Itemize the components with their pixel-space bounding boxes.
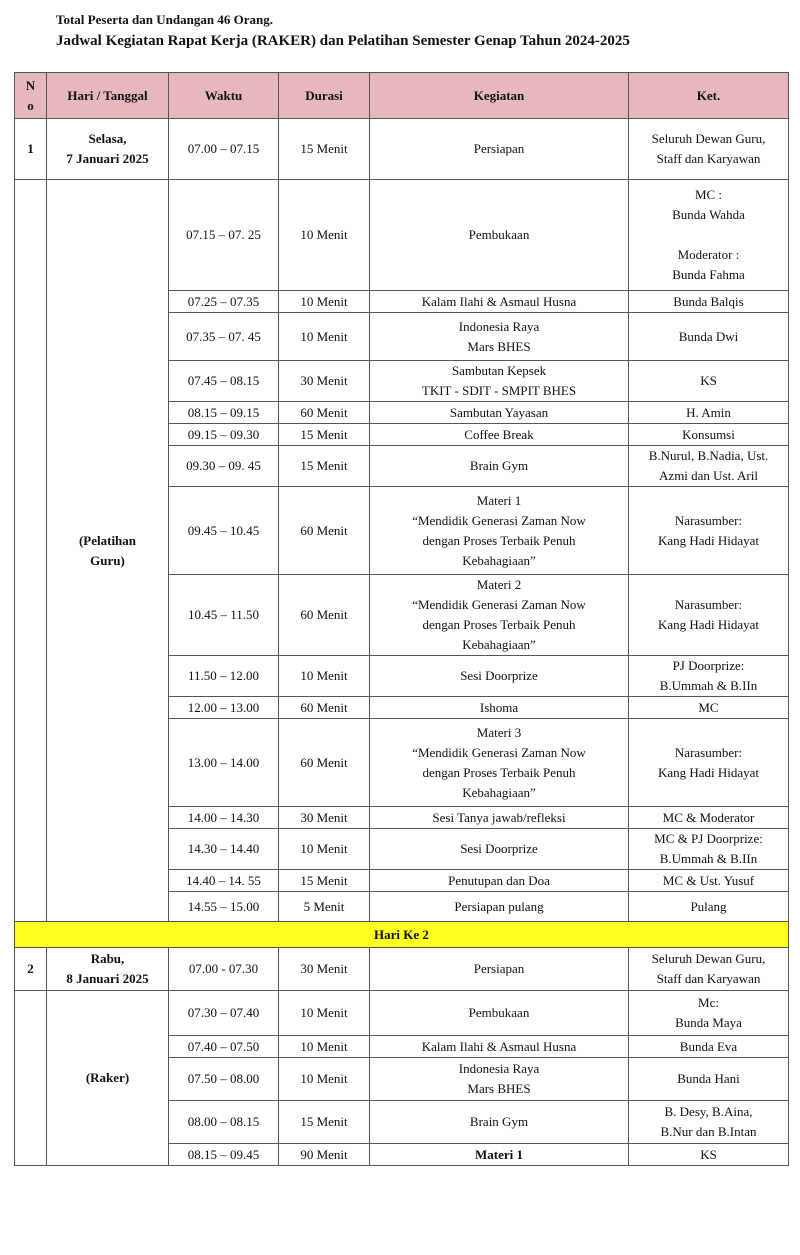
durasi-cell: 10 Menit [279,991,370,1036]
kegiatan-cell: Materi 2 “Mendidik Generasi Zaman Now dengan Proses Terbaik Penuh Kebahagiaan” [370,575,629,656]
col-kegiatan: Kegiatan [370,73,629,119]
waktu-cell: 07.45 – 08.15 [169,361,279,402]
table-header-row [15,73,789,119]
durasi-cell: 10 Menit [279,180,370,291]
day1-date: 7 Januari 2025 [66,151,149,166]
waktu-cell: 07.35 – 07. 45 [169,313,279,361]
kegiatan-cell: Kalam Ilahi & Asmaul Husna [370,291,629,313]
waktu-cell: 08.00 – 08.15 [169,1101,279,1144]
ket-cell: B. Desy, B.Aina, B.Nur dan B.Intan [629,1101,789,1144]
waktu-cell: 07.25 – 07.35 [169,291,279,313]
day2-note: (Raker) [47,991,169,1166]
day1-date-cell [47,119,169,180]
kegiatan-cell: Pembukaan [370,180,629,291]
kegiatan-cell: Materi 3 “Mendidik Generasi Zaman Now dengan Proses Terbaik Penuh Kebahagiaan” [370,719,629,807]
ket-cell: Konsumsi [629,424,789,446]
ket-cell: MC & Moderator [629,807,789,829]
kegiatan-cell: Brain Gym [370,1101,629,1144]
durasi-cell: 15 Menit [279,1101,370,1144]
kegiatan-cell: Indonesia Raya Mars BHES [370,313,629,361]
day2-number-continued [15,991,47,1166]
day2-date: 8 Januari 2025 [66,971,149,986]
durasi-cell: 10 Menit [279,1058,370,1101]
waktu-cell: 07.50 – 08.00 [169,1058,279,1101]
table-row [15,991,789,1036]
col-no: N o [15,73,47,119]
waktu-cell: 09.30 – 09. 45 [169,446,279,487]
ket-cell: H. Amin [629,402,789,424]
ket-cell: Seluruh Dewan Guru, Staff dan Karyawan [629,948,789,991]
waktu-cell: 10.45 – 11.50 [169,575,279,656]
table-row [15,948,789,991]
ket-cell: Narasumber: Kang Hadi Hidayat [629,719,789,807]
waktu-cell: 09.15 – 09.30 [169,424,279,446]
kegiatan-cell: Persiapan [370,119,629,180]
day2-weekday: Rabu, [90,951,125,966]
durasi-cell: 10 Menit [279,829,370,870]
table-row [15,180,789,291]
ket-cell: MC : Bunda Wahda Moderator : Bunda Fahma [629,180,789,291]
kegiatan-cell: Sesi Tanya jawab/refleksi [370,807,629,829]
durasi-cell: 10 Menit [279,313,370,361]
durasi-cell: 30 Menit [279,948,370,991]
waktu-cell: 07.15 – 07. 25 [169,180,279,291]
ket-cell: Mc: Bunda Maya [629,991,789,1036]
ket-cell: Narasumber: Kang Hadi Hidayat [629,487,789,575]
schedule-title: Jadwal Kegiatan Rapat Kerja (RAKER) dan Pelatihan Semester Genap Tahun 2024-2025 [56,33,630,49]
waktu-cell: 07.00 – 07.15 [169,119,279,180]
kegiatan-cell: Persiapan [370,948,629,991]
ket-cell: Bunda Eva [629,1036,789,1058]
waktu-cell: 07.30 – 07.40 [169,991,279,1036]
durasi-cell: 15 Menit [279,446,370,487]
waktu-cell: 14.55 – 15.00 [169,892,279,922]
day1-number: 1 [15,119,47,180]
ket-cell: Pulang [629,892,789,922]
day1-number-continued [15,180,47,922]
durasi-cell: 15 Menit [279,424,370,446]
day1-note: (Pelatihan Guru) [47,180,169,922]
ket-cell: Bunda Balqis [629,291,789,313]
ket-cell: Bunda Dwi [629,313,789,361]
kegiatan-cell: Sambutan Yayasan [370,402,629,424]
kegiatan-cell: Pembukaan [370,991,629,1036]
schedule-table [14,72,789,1166]
kegiatan-cell: Kalam Ilahi & Asmaul Husna [370,1036,629,1058]
kegiatan-cell: Materi 1 “Mendidik Generasi Zaman Now dengan Proses Terbaik Penuh Kebahagiaan” [370,487,629,575]
durasi-cell: 30 Menit [279,807,370,829]
ket-cell: B.Nurul, B.Nadia, Ust. Azmi dan Ust. Aril [629,446,789,487]
ket-cell: MC & PJ Doorprize: B.Ummah & B.IIn [629,829,789,870]
kegiatan-cell: Ishoma [370,697,629,719]
col-hari-tanggal: Hari / Tanggal [47,73,169,119]
kegiatan-cell: Materi 1 [370,1144,629,1166]
durasi-cell: 60 Menit [279,697,370,719]
waktu-cell: 12.00 – 13.00 [169,697,279,719]
waktu-cell: 08.15 – 09.45 [169,1144,279,1166]
waktu-cell: 14.40 – 14. 55 [169,870,279,892]
kegiatan-cell: Persiapan pulang [370,892,629,922]
kegiatan-cell: Indonesia Raya Mars BHES [370,1058,629,1101]
kegiatan-cell: Brain Gym [370,446,629,487]
ket-cell: Narasumber: Kang Hadi Hidayat [629,575,789,656]
table-row [15,119,789,180]
ket-cell: KS [629,361,789,402]
kegiatan-cell: Sesi Doorprize [370,829,629,870]
kegiatan-cell: Sesi Doorprize [370,656,629,697]
durasi-cell: 10 Menit [279,291,370,313]
day1-weekday: Selasa, [88,131,127,146]
durasi-cell: 60 Menit [279,575,370,656]
ket-cell: Bunda Hani [629,1058,789,1101]
durasi-cell: 60 Menit [279,402,370,424]
day-separator: Hari Ke 2 [15,922,789,948]
waktu-cell: 14.30 – 14.40 [169,829,279,870]
participant-total: Total Peserta dan Undangan 46 Orang. [56,12,273,27]
durasi-cell: 30 Menit [279,361,370,402]
waktu-cell: 07.00 - 07.30 [169,948,279,991]
col-waktu: Waktu [169,73,279,119]
waktu-cell: 07.40 – 07.50 [169,1036,279,1058]
durasi-cell: 60 Menit [279,719,370,807]
durasi-cell: 15 Menit [279,119,370,180]
durasi-cell: 90 Menit [279,1144,370,1166]
durasi-cell: 60 Menit [279,487,370,575]
durasi-cell: 15 Menit [279,870,370,892]
durasi-cell: 10 Menit [279,656,370,697]
ket-cell: MC [629,697,789,719]
ket-cell: PJ Doorprize: B.Ummah & B.IIn [629,656,789,697]
kegiatan-cell: Penutupan dan Doa [370,870,629,892]
waktu-cell: 11.50 – 12.00 [169,656,279,697]
day2-number: 2 [15,948,47,991]
waktu-cell: 09.45 – 10.45 [169,487,279,575]
document-header [56,10,630,52]
kegiatan-cell: Sambutan Kepsek TKIT - SDIT - SMPIT BHES [370,361,629,402]
durasi-cell: 5 Menit [279,892,370,922]
waktu-cell: 14.00 – 14.30 [169,807,279,829]
waktu-cell: 13.00 – 14.00 [169,719,279,807]
ket-cell: MC & Ust. Yusuf [629,870,789,892]
ket-cell: Seluruh Dewan Guru, Staff dan Karyawan [629,119,789,180]
waktu-cell: 08.15 – 09.15 [169,402,279,424]
day-separator-row [15,922,789,948]
ket-cell: KS [629,1144,789,1166]
day2-date-cell [47,948,169,991]
kegiatan-cell: Coffee Break [370,424,629,446]
durasi-cell: 10 Menit [279,1036,370,1058]
col-durasi: Durasi [279,73,370,119]
col-ket: Ket. [629,73,789,119]
